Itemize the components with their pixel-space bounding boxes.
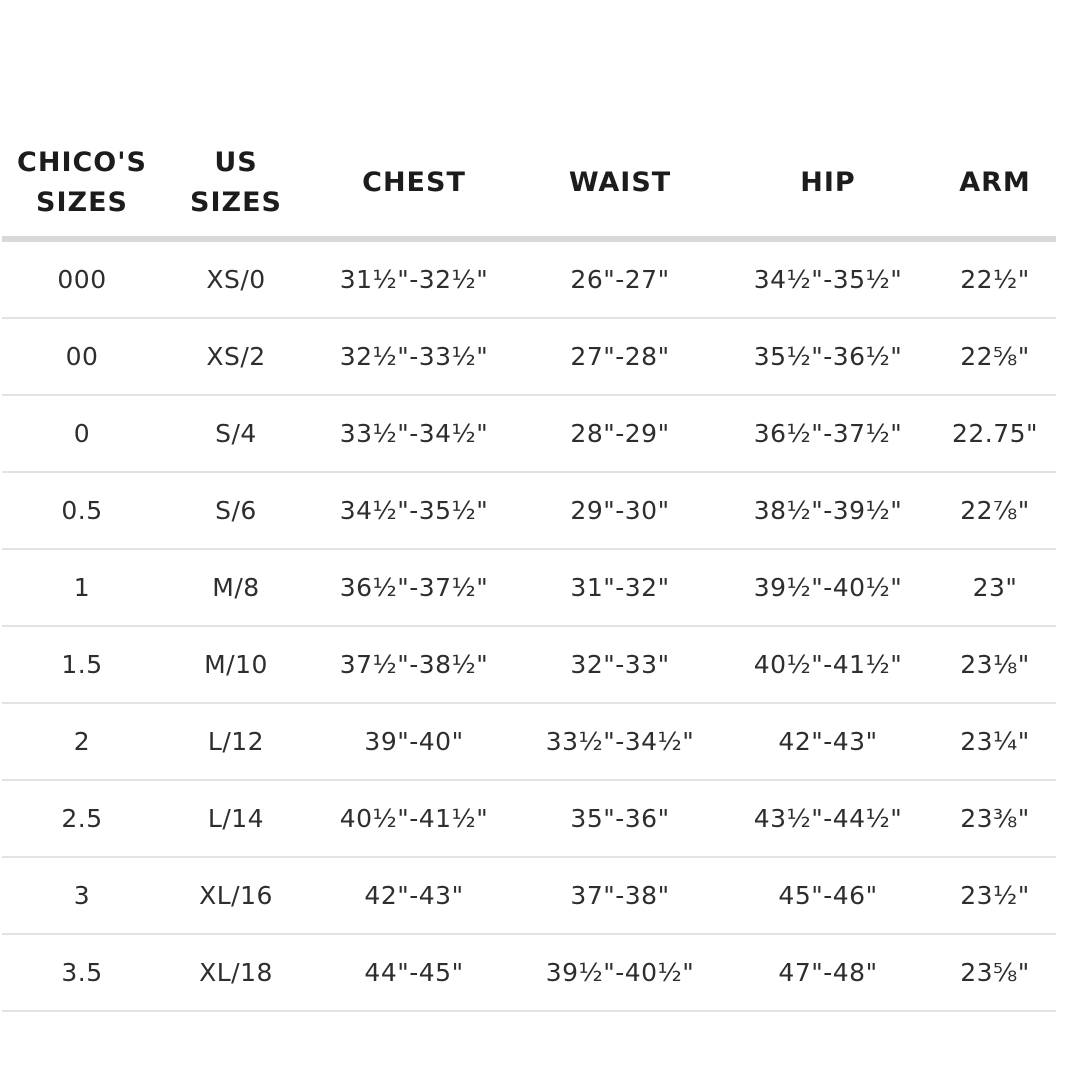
header-label: SIZES bbox=[190, 187, 282, 218]
cell-waist: 28"-29" bbox=[518, 395, 722, 472]
cell-waist: 31"-32" bbox=[518, 549, 722, 626]
cell-hip: 38½"-39½" bbox=[722, 472, 934, 549]
header-waist bbox=[518, 130, 722, 239]
cell-us-size: XL/16 bbox=[162, 857, 310, 934]
table-row bbox=[2, 857, 1056, 934]
header-label: US bbox=[214, 147, 258, 178]
cell-arm: 23⅛" bbox=[934, 626, 1056, 703]
cell-hip: 36½"-37½" bbox=[722, 395, 934, 472]
table-row bbox=[2, 395, 1056, 472]
cell-arm: 22⅝" bbox=[934, 318, 1056, 395]
cell-chicos-size: 1 bbox=[2, 549, 162, 626]
cell-hip: 43½"-44½" bbox=[722, 780, 934, 857]
header-chicos-sizes bbox=[2, 130, 162, 239]
cell-arm: 23⅜" bbox=[934, 780, 1056, 857]
cell-chest: 44"-45" bbox=[310, 934, 518, 1011]
header-row bbox=[2, 130, 1056, 239]
header-label: CHEST bbox=[362, 167, 466, 198]
header-arm bbox=[934, 130, 1056, 239]
table-row bbox=[2, 549, 1056, 626]
cell-arm: 22.75" bbox=[934, 395, 1056, 472]
cell-us-size: S/6 bbox=[162, 472, 310, 549]
table-row bbox=[2, 626, 1056, 703]
cell-us-size: L/12 bbox=[162, 703, 310, 780]
cell-arm: 22⅞" bbox=[934, 472, 1056, 549]
header-label: HIP bbox=[800, 167, 856, 198]
cell-waist: 27"-28" bbox=[518, 318, 722, 395]
cell-hip: 34½"-35½" bbox=[722, 239, 934, 318]
header-label: ARM bbox=[959, 167, 1031, 198]
cell-waist: 39½"-40½" bbox=[518, 934, 722, 1011]
cell-chest: 37½"-38½" bbox=[310, 626, 518, 703]
header-chest bbox=[310, 130, 518, 239]
cell-chest: 39"-40" bbox=[310, 703, 518, 780]
cell-waist: 35"-36" bbox=[518, 780, 722, 857]
table-body bbox=[2, 239, 1056, 1011]
cell-arm: 23" bbox=[934, 549, 1056, 626]
cell-hip: 47"-48" bbox=[722, 934, 934, 1011]
cell-arm: 22½" bbox=[934, 239, 1056, 318]
cell-waist: 37"-38" bbox=[518, 857, 722, 934]
cell-chest: 34½"-35½" bbox=[310, 472, 518, 549]
cell-chicos-size: 3 bbox=[2, 857, 162, 934]
table-header bbox=[2, 130, 1056, 239]
cell-chest: 33½"-34½" bbox=[310, 395, 518, 472]
cell-hip: 45"-46" bbox=[722, 857, 934, 934]
cell-hip: 39½"-40½" bbox=[722, 549, 934, 626]
header-label: SIZES bbox=[36, 187, 128, 218]
cell-waist: 29"-30" bbox=[518, 472, 722, 549]
cell-waist: 33½"-34½" bbox=[518, 703, 722, 780]
table-row bbox=[2, 472, 1056, 549]
cell-us-size: M/10 bbox=[162, 626, 310, 703]
cell-hip: 40½"-41½" bbox=[722, 626, 934, 703]
header-label: CHICO'S bbox=[17, 147, 147, 178]
cell-chicos-size: 1.5 bbox=[2, 626, 162, 703]
cell-us-size: XS/0 bbox=[162, 239, 310, 318]
size-chart-table bbox=[2, 130, 1056, 1012]
cell-hip: 35½"-36½" bbox=[722, 318, 934, 395]
cell-chest: 36½"-37½" bbox=[310, 549, 518, 626]
cell-chicos-size: 0 bbox=[2, 395, 162, 472]
cell-hip: 42"-43" bbox=[722, 703, 934, 780]
table-row bbox=[2, 239, 1056, 318]
cell-chicos-size: 2 bbox=[2, 703, 162, 780]
header-label: WAIST bbox=[568, 167, 672, 198]
cell-us-size: XS/2 bbox=[162, 318, 310, 395]
table-row bbox=[2, 780, 1056, 857]
cell-chicos-size: 2.5 bbox=[2, 780, 162, 857]
cell-waist: 32"-33" bbox=[518, 626, 722, 703]
cell-chicos-size: 000 bbox=[2, 239, 162, 318]
cell-waist: 26"-27" bbox=[518, 239, 722, 318]
cell-us-size: XL/18 bbox=[162, 934, 310, 1011]
cell-us-size: S/4 bbox=[162, 395, 310, 472]
cell-chest: 32½"-33½" bbox=[310, 318, 518, 395]
cell-chest: 40½"-41½" bbox=[310, 780, 518, 857]
cell-arm: 23¼" bbox=[934, 703, 1056, 780]
cell-us-size: L/14 bbox=[162, 780, 310, 857]
cell-chest: 42"-43" bbox=[310, 857, 518, 934]
cell-arm: 23⅝" bbox=[934, 934, 1056, 1011]
cell-arm: 23½" bbox=[934, 857, 1056, 934]
cell-chest: 31½"-32½" bbox=[310, 239, 518, 318]
cell-chicos-size: 0.5 bbox=[2, 472, 162, 549]
table-row bbox=[2, 318, 1056, 395]
cell-chicos-size: 3.5 bbox=[2, 934, 162, 1011]
cell-chicos-size: 00 bbox=[2, 318, 162, 395]
cell-us-size: M/8 bbox=[162, 549, 310, 626]
table-row bbox=[2, 703, 1056, 780]
header-us-sizes bbox=[162, 130, 310, 239]
table-row bbox=[2, 934, 1056, 1011]
header-hip bbox=[722, 130, 934, 239]
